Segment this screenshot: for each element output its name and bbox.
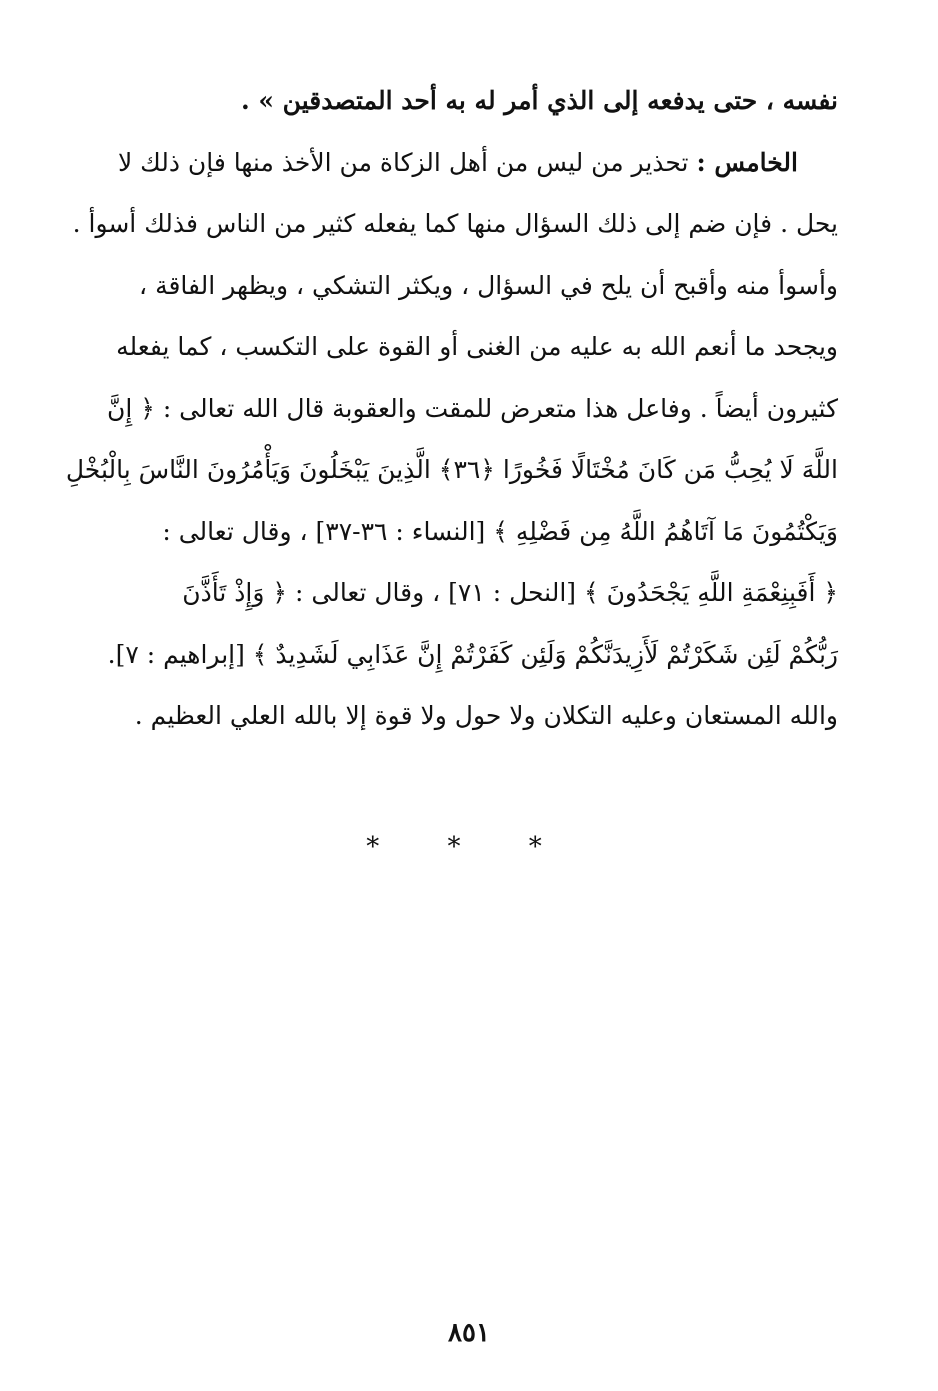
quran-verse-line: اللَّهَ لَا يُحِبُّ مَن كَانَ مُخْتَالًا فَخُورًا ﴿٣٦﴾ الَّذِينَ يَبْخَلُونَ وَيَأْمُرُونَ النَّاسَ بِالْبُخْلِ (65, 455, 838, 484)
text-line: وأسوأ منه وأقبح أن يلح في السؤال ، ويكثر التشكي ، ويظهر الفاقة ، (139, 270, 838, 300)
text-line: ويجحد ما أنعم الله به عليه من الغنى أو القوة على التكسب ، كما يفعله (116, 332, 838, 361)
text-line: يحل . فإن ضم إلى ذلك السؤال منها كما يفعله كثير من الناس فذلك أسوأ . (72, 209, 838, 238)
text-line-with-heading (117, 132, 838, 194)
text-line: كثيرون أيضاً . وفاعل هذا متعرض للمقت والعقوبة قال الله تعالى : ﴿ إِنَّ (106, 393, 838, 423)
text-line: والله المستعان وعليه التكلان ولا حول ولا قوة إلا بالله العلي العظيم . (134, 701, 838, 730)
text-line: تحذير من ليس من أهل الزكاة من الأخذ منها فإن ذلك لا (117, 147, 689, 177)
text-line: نفسه ، حتى يدفعه إلى الذي أمر له به أحد المتصدقين » . (240, 86, 838, 115)
quran-verse-line: وَيَكْتُمُونَ مَا آتَاهُمُ اللَّهُ مِن فَضْلِهِ ﴾ [النساء : ٣٦-٣٧] ، وقال تعالى : (162, 516, 838, 546)
body-text (65, 70, 838, 747)
quran-verse-line: ﴿ أَفَبِنِعْمَةِ اللَّهِ يَجْحَدُونَ ﴾ [النحل : ٧١] ، وقال تعالى : ﴿ وَإِذْ تَأَذَّنَ (182, 578, 838, 607)
page-number: ٨٥١ (448, 1318, 490, 1348)
quran-verse-line: رَبُّكُمْ لَئِن شَكَرْتُمْ لَأَزِيدَنَّكُمْ وَلَئِن كَفَرْتُمْ إِنَّ عَذَابِي لَشَدِيدٌ ﴾ [إبراهيم : ٧]. (107, 639, 838, 669)
section-heading: الخامس : (696, 147, 798, 177)
section-separator: * * * (366, 832, 572, 862)
